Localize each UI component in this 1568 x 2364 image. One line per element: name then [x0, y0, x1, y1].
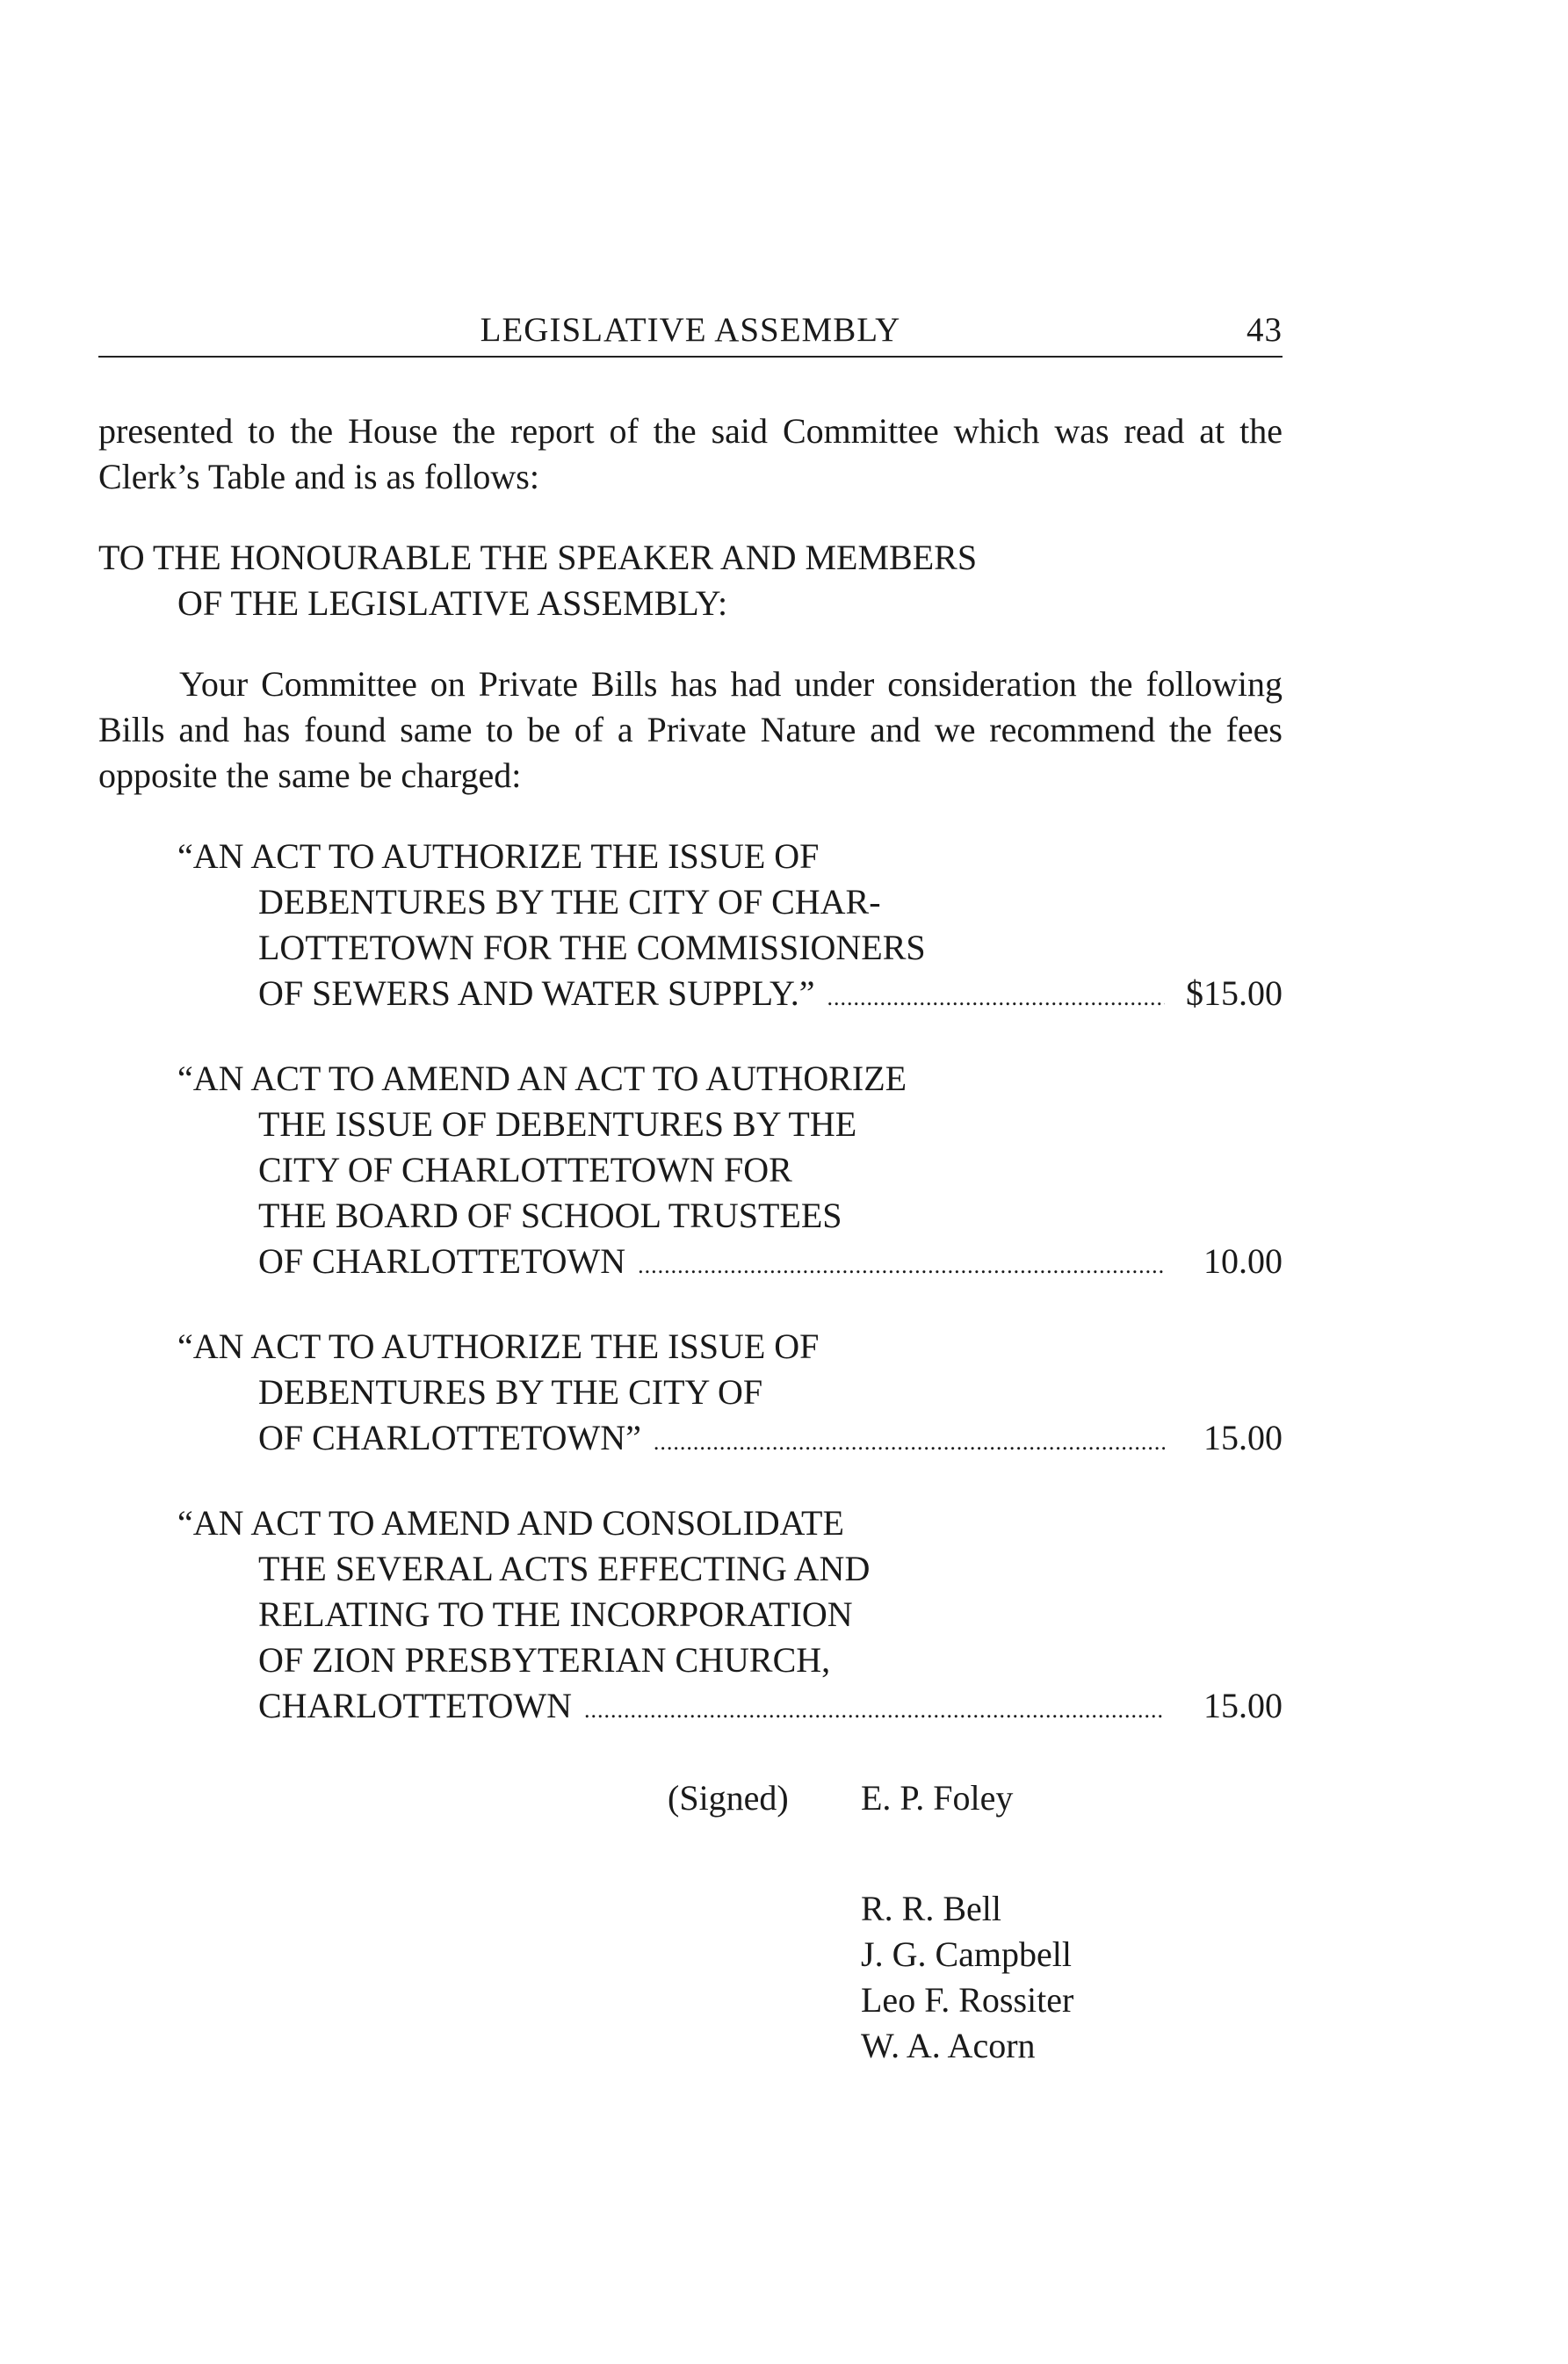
bill-line: OF ZION PRESBYTERIAN CHURCH,: [258, 1640, 831, 1680]
bill-item: [98, 834, 1283, 1021]
bill-line: CITY OF CHARLOTTETOWN FOR: [258, 1150, 792, 1189]
page-number: 43: [1246, 311, 1283, 349]
bill-line: “AN ACT TO AMEND AN ACT TO AUTHORIZE: [177, 1059, 907, 1098]
bill-item: [98, 1500, 1283, 1733]
bill-last-line: [98, 971, 1283, 1021]
signature-line: [98, 1775, 1283, 1821]
page: [98, 303, 1283, 2069]
address-line-2: OF THE LEGISLATIVE ASSEMBLY:: [177, 583, 728, 623]
address: [98, 535, 1283, 626]
address-line-1: TO THE HONOURABLE THE SPEAKER AND MEMBERS: [98, 538, 978, 577]
bill-line: OF CHARLOTTETOWN: [258, 1241, 626, 1281]
header-rule: [98, 356, 1283, 358]
bill-last-line: [98, 1239, 1283, 1289]
bill-last-line: [98, 1683, 1283, 1733]
bill-line: “AN ACT TO AMEND AND CONSOLIDATE: [177, 1503, 844, 1543]
member-name: W. A. Acorn: [861, 2026, 1036, 2065]
intro-text: presented to the House the report of the said Committee which was read at the Clerk’s Table and is as follows:: [98, 411, 1283, 496]
bill-fee: 15.00: [1203, 1418, 1283, 1457]
bill-line: THE ISSUE OF DEBENTURES BY THE: [258, 1104, 857, 1144]
bill-item: [98, 1056, 1283, 1289]
bill-line: DEBENTURES BY THE CITY OF CHAR-: [258, 882, 881, 922]
bill-line: THE SEVERAL ACTS EFFECTING AND: [258, 1549, 871, 1588]
bill-line: RELATING TO THE INCORPORATION: [258, 1594, 853, 1634]
bill-line: OF SEWERS AND WATER SUPPLY.”: [258, 973, 815, 1013]
running-title: LEGISLATIVE ASSEMBLY: [480, 311, 901, 349]
dot-leader: [638, 1243, 1165, 1289]
signatory-name: E. P. Foley: [861, 1778, 1014, 1818]
bill-fee: 15.00: [1203, 1686, 1283, 1725]
bill-fee: $15.00: [1186, 973, 1283, 1013]
bill-line: “AN ACT TO AUTHORIZE THE ISSUE OF: [177, 1327, 820, 1366]
member-name: J. G. Campbell: [861, 1934, 1072, 1974]
bill-line: LOTTETOWN FOR THE COMMISSIONERS: [258, 928, 926, 967]
running-head: [98, 303, 1283, 356]
dot-leader: [827, 975, 1165, 1021]
member-name: Leo F. Rossiter: [861, 1980, 1074, 2020]
bill-line: “AN ACT TO AUTHORIZE THE ISSUE OF: [177, 836, 820, 876]
committee-paragraph: Your Committee on Private Bills has had under consideration the following Bills and has found same to be of a Private Nature and we recommend the fees opposite the same be charged:: [98, 664, 1283, 795]
bill-list: [98, 834, 1283, 1733]
bill-line: CHARLOTTETOWN: [258, 1686, 572, 1725]
dot-leader: [584, 1688, 1165, 1733]
bill-last-line: [98, 1415, 1283, 1465]
member-name: R. R. Bell: [861, 1889, 1002, 1928]
committee-members: [98, 1886, 1283, 2069]
bill-item: [98, 1324, 1283, 1465]
bill-fee: 10.00: [1203, 1241, 1283, 1281]
signed-label: (Signed): [668, 1778, 789, 1818]
bill-line: THE BOARD OF SCHOOL TRUSTEES: [258, 1196, 842, 1235]
bill-line: DEBENTURES BY THE CITY OF: [258, 1372, 763, 1412]
bill-line: OF CHARLOTTETOWN”: [258, 1418, 641, 1457]
dot-leader: [654, 1420, 1165, 1465]
